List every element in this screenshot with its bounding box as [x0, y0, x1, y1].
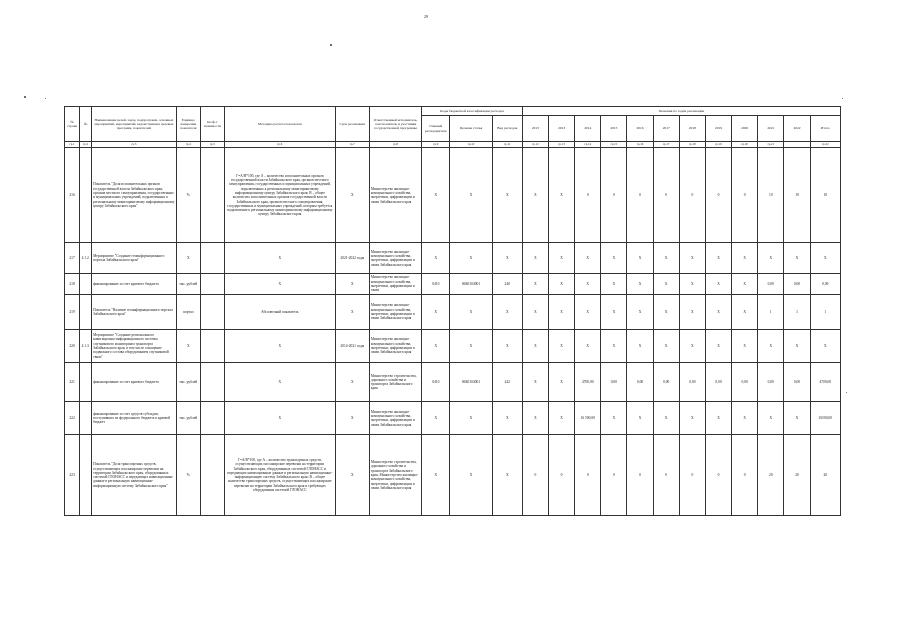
row-unit: % — [176, 148, 200, 243]
row-year-value: X — [627, 274, 653, 295]
row-unit: тыс. рублей — [176, 363, 200, 402]
column-index: гр.4 — [176, 142, 200, 148]
column-index: гр.20 — [732, 142, 758, 148]
row-year-value: 0 — [653, 435, 679, 516]
column-index: гр.5 — [200, 142, 224, 148]
row-number: 218 — [65, 274, 80, 295]
row-year-value: X — [627, 330, 653, 363]
row-unit: % — [176, 435, 200, 516]
row-year-value: 0 — [653, 148, 679, 243]
row-executor: Министерство жилищно-коммунального хозяйства, энергетики, цифровизации и связи Забайкальского края — [369, 148, 421, 243]
row-year-value: X — [732, 330, 758, 363]
row-year-value: 0 — [705, 435, 731, 516]
row-year-value: X — [679, 243, 705, 274]
row-year-value: 0 — [575, 148, 601, 243]
row-year-value: 4700,00 — [575, 363, 601, 402]
row-target-article: X — [450, 435, 492, 516]
column-index: гр.7 — [335, 142, 369, 148]
row-year-value: X — [522, 330, 548, 363]
row-expense-type: X — [492, 435, 522, 516]
row-year-value: X — [601, 294, 627, 329]
row-unit: тыс. рублей — [176, 274, 200, 295]
row-coefficient — [200, 435, 224, 516]
row-year-value: 0 — [601, 148, 627, 243]
row-year-value: X — [601, 330, 627, 363]
header-year: 2021 — [758, 116, 784, 142]
header-main-manager: Главный распорядитель — [422, 116, 450, 142]
row-number: 217 — [65, 243, 80, 274]
row-coefficient — [200, 274, 224, 295]
row-target-article: X — [450, 402, 492, 435]
scan-speck — [330, 44, 332, 46]
row-number: 216 — [65, 148, 80, 243]
row-term: X — [335, 148, 369, 243]
row-total: 0,00 — [810, 274, 840, 295]
row-name: Показатель "Доля исполнительных органов государственной власти Забайкальского края, органов местного самоуправления, государственных и муниципальных учреждений, подключенных к региональному мониторинговому информационному центру Забайкальского края" — [92, 148, 177, 243]
row-code — [80, 363, 92, 402]
row-year-value: X — [549, 243, 575, 274]
column-index: гр.15 — [601, 142, 627, 148]
row-year-value: X — [679, 402, 705, 435]
row-code: 4.1.3. — [80, 330, 92, 363]
row-coefficient — [200, 363, 224, 402]
header-target-article: Целевая статья — [450, 116, 492, 142]
column-index: гр.9 — [422, 142, 450, 148]
header-total: Итого — [810, 116, 840, 142]
row-year-value: 0,00 — [784, 363, 810, 402]
header-year: 2019 — [705, 116, 731, 142]
row-year-value: 0 — [679, 435, 705, 516]
row-year-value: X — [522, 274, 548, 295]
row-expense-type: X — [492, 243, 522, 274]
header-coefficient: Коэф-т значимости — [200, 107, 224, 142]
header-executor: Ответственный исполнитель, соисполнитель и участники государственной программы — [369, 107, 421, 142]
row-executor: Министерство жилищно-коммунального хозяйства, энергетики, цифровизации и связи Забайкальского края — [369, 243, 421, 274]
row-year-value: X — [705, 402, 731, 435]
program-table — [64, 106, 841, 516]
row-coefficient — [200, 243, 224, 274]
row-coefficient — [200, 148, 224, 243]
row-year-value: X — [549, 402, 575, 435]
row-main-manager: 0410 — [422, 274, 450, 295]
row-year-value: X — [679, 294, 705, 329]
row-year-value: X — [732, 243, 758, 274]
row-target-article: X — [450, 148, 492, 243]
row-year-value: X — [549, 363, 575, 402]
row-name: Мероприятие "Создание геоинформационного портала Забайкальского края" — [92, 243, 177, 274]
row-executor: Министерство жилищно-коммунального хозяйства, энергетики, цифровизации и связи Забайкальского края — [369, 294, 421, 329]
row-number: 221 — [65, 363, 80, 402]
row-main-manager: X — [422, 330, 450, 363]
row-total: 10 — [810, 148, 840, 243]
column-index: гр.2 — [80, 142, 92, 148]
row-year-value: 0,00 — [758, 274, 784, 295]
row-year-value: X — [549, 294, 575, 329]
row-year-value: X — [732, 402, 758, 435]
header-year: 2022 — [784, 116, 810, 142]
row-expense-type: X — [492, 148, 522, 243]
table-row — [65, 148, 841, 243]
header-budget-codes: Коды бюджетной классификации расходов — [422, 107, 523, 116]
row-year-value: X — [784, 402, 810, 435]
header-year: 2020 — [732, 116, 758, 142]
column-index: гр.16 — [627, 142, 653, 148]
header-year: 2013 — [549, 116, 575, 142]
row-main-manager: X — [422, 435, 450, 516]
row-term: X — [335, 435, 369, 516]
row-year-value: X — [549, 330, 575, 363]
row-year-value: 0 — [732, 435, 758, 516]
row-year-value: X — [601, 274, 627, 295]
row-method: X — [224, 363, 335, 402]
row-name: Показатель "Наличие геоинформационного портала Забайкальского края" — [92, 294, 177, 329]
row-method: Абсолютный показатель — [224, 294, 335, 329]
column-index: гр.19 — [705, 142, 731, 148]
row-target-article: X — [450, 294, 492, 329]
row-target-article: 06Б0104001 — [450, 363, 492, 402]
row-year-value: 0,00 — [705, 363, 731, 402]
row-executor: Министерство жилищно-коммунального хозяйства, энергетики, цифровизации и связи Забайкальского края — [369, 402, 421, 435]
row-year-value: 0 — [705, 148, 731, 243]
column-index: гр.10 — [450, 142, 492, 148]
row-year-value: X — [653, 330, 679, 363]
row-executor: Министерство строительства, дорожного хозяйства и транспорта Забайкальского края, Министерство жилищно-коммунального хозяйства, энергетики, цифровизации и связи Забайкальского края — [369, 435, 421, 516]
row-year-value: 0 — [627, 148, 653, 243]
row-unit: X — [176, 330, 200, 363]
column-index: гр.13 — [549, 142, 575, 148]
row-year-value: X — [784, 330, 810, 363]
row-year-value: 0 — [601, 435, 627, 516]
row-total: X — [810, 243, 840, 274]
header-term: Срок реализации — [335, 107, 369, 142]
row-total: 4700,00 — [810, 363, 840, 402]
header-year: 2014 — [575, 116, 601, 142]
row-year-value: X — [732, 294, 758, 329]
column-index: гр.21 — [758, 142, 784, 148]
row-year-value: X — [601, 243, 627, 274]
row-main-manager: X — [422, 243, 450, 274]
row-code — [80, 294, 92, 329]
row-target-article: X — [450, 330, 492, 363]
row-unit: тыс. рублей — [176, 402, 200, 435]
row-year-value: 0,00 — [627, 363, 653, 402]
row-year-value: X — [653, 274, 679, 295]
table-row — [65, 435, 841, 516]
row-name: финансирование за счет средств субсидии, поступивших из федерального бюджета в краевой бюджет — [92, 402, 177, 435]
row-term: X — [335, 363, 369, 402]
header-expense-type: Вид расходов — [492, 116, 522, 142]
row-expense-type: X — [492, 402, 522, 435]
row-executor: Министерство жилищно-коммунального хозяйства, энергетики, цифровизации и связи Забайкальского края — [369, 330, 421, 363]
row-number: 219 — [65, 294, 80, 329]
row-year-value: X — [522, 294, 548, 329]
row-year-value: X — [627, 294, 653, 329]
row-expense-type: X — [492, 330, 522, 363]
row-year-value: X — [705, 330, 731, 363]
row-year-value: X — [679, 274, 705, 295]
row-year-value: X — [549, 148, 575, 243]
scan-speck — [846, 392, 847, 393]
row-number: 222 — [65, 402, 80, 435]
row-code — [80, 435, 92, 516]
column-index: гр.8 — [369, 142, 421, 148]
row-method: Г=А/В*100, где А – количество исполнительных органов государственной власти Забайкальского края, органов местного самоуправления, государственных и муниципальных учреждений, подключенных к региональному мониторинговому информационному центру Забайкальского края; В – общее количество исполнительных органов государственной власти Забайкальского края, органов местного самоуправления, государственных и муниципальных учреждений, которым требуется подключение к региональному мониторинговому информационному центру Забайкальского края — [224, 148, 335, 243]
row-number: 220 — [65, 330, 80, 363]
column-index: гр.12 — [522, 142, 548, 148]
row-year-value: X — [601, 402, 627, 435]
row-main-manager: 0410 — [422, 363, 450, 402]
row-year-value: X — [705, 294, 731, 329]
row-year-value: 1 — [784, 294, 810, 329]
table-row — [65, 294, 841, 329]
row-method: X — [224, 402, 335, 435]
header-year: 2017 — [653, 116, 679, 142]
row-year-value: X — [575, 274, 601, 295]
table-row — [65, 243, 841, 274]
header-year: 2018 — [679, 116, 705, 142]
row-year-value: X — [522, 402, 548, 435]
row-name: финансирование за счет краевого бюджета — [92, 274, 177, 295]
row-total: X — [810, 330, 840, 363]
row-total: 20 — [810, 435, 840, 516]
row-year-value: 0 — [679, 148, 705, 243]
column-index: гр.1 — [65, 142, 80, 148]
row-name: Мероприятие "Создание регионального навигационно-информационного системы спутникового мониторинга транспорта Забайкальского края, в том числе оснащение подвижного состава оборудованием спутниковой связи" — [92, 330, 177, 363]
row-code: 4.1.2. — [80, 243, 92, 274]
row-number: 223 — [65, 435, 80, 516]
row-total: 1 — [810, 294, 840, 329]
row-year-value: X — [758, 402, 784, 435]
row-year-value: X — [758, 243, 784, 274]
header-code: № — [80, 107, 92, 142]
row-year-value: 20 — [784, 435, 810, 516]
row-main-manager: X — [422, 294, 450, 329]
row-year-value: 0,00 — [679, 363, 705, 402]
row-year-value: X — [549, 274, 575, 295]
header-name: Наименование целей, задач, подпрограмм, основных мероприятий, мероприятий, ведомственных целевых программ, показателей — [92, 107, 177, 142]
row-year-value: X — [575, 330, 601, 363]
table-row — [65, 330, 841, 363]
row-year-value: X — [575, 243, 601, 274]
column-index: гр.11 — [492, 142, 522, 148]
row-year-value: 0,00 — [732, 363, 758, 402]
row-year-value: 10 — [758, 148, 784, 243]
table-row — [65, 274, 841, 295]
row-year-value: 0,00 — [758, 363, 784, 402]
row-term: X — [335, 274, 369, 295]
row-year-value: X — [627, 243, 653, 274]
row-year-value: 0 — [549, 435, 575, 516]
row-year-value: X — [758, 330, 784, 363]
row-code — [80, 402, 92, 435]
row-name: финансирование за счет краевого бюджета — [92, 363, 177, 402]
row-term: X — [335, 402, 369, 435]
row-expense-type: X — [492, 294, 522, 329]
row-year-value: X — [705, 274, 731, 295]
page-number: 29 — [424, 14, 428, 19]
row-year-value: 0 — [575, 435, 601, 516]
scan-speck — [24, 96, 26, 98]
column-index: гр.6 — [224, 142, 335, 148]
row-main-manager: X — [422, 402, 450, 435]
row-executor: Министерство строительства, дорожного хозяйства и транспорта Забайкальского края — [369, 363, 421, 402]
column-index: гр.18 — [679, 142, 705, 148]
row-year-value: X — [627, 402, 653, 435]
row-method: X — [224, 274, 335, 295]
header-unit: Единица измерения показателя — [176, 107, 200, 142]
row-method: X — [224, 330, 335, 363]
row-year-value: 1 — [758, 294, 784, 329]
row-method: Г=А/В*100, где А – количество транспортных средств, осуществляющих пассажирские перевозки на территории Забайкальского края, оборудованных системой ГЛОНАСС и передающих навигационные данные в региональную навигационно-информационную систему Забайкальского края; В – общее количество транспортных средств, осуществляющих пассажирские перевозки на территории Забайкальского края и требующих оборудования системой ГЛОНАСС — [224, 435, 335, 516]
row-year-value: 0,00 — [601, 363, 627, 402]
scan-speck — [45, 98, 46, 99]
header-values-by-year: Значения по годам реализации — [522, 107, 840, 116]
row-executor: Министерство жилищно-коммунального хозяйства, энергетики, цифровизации и связи — [369, 274, 421, 295]
row-year-value: X — [653, 243, 679, 274]
row-unit: X — [176, 243, 200, 274]
row-coefficient — [200, 294, 224, 329]
row-year-value: 0,00 — [653, 363, 679, 402]
table-row — [65, 363, 841, 402]
row-year-value: X — [732, 274, 758, 295]
row-year-value: 10 — [784, 148, 810, 243]
header-method: Методика расчета показателя — [224, 107, 335, 142]
column-index: гр.3 — [92, 142, 177, 148]
row-term: 2014-2021 годы — [335, 330, 369, 363]
row-year-value: 0,00 — [784, 274, 810, 295]
row-total: 16500,00 — [810, 402, 840, 435]
row-year-value: 16 500,00 — [575, 402, 601, 435]
header-year: 2015 — [601, 116, 627, 142]
row-code — [80, 274, 92, 295]
row-year-value: X — [522, 148, 548, 243]
row-expense-type: 242 — [492, 363, 522, 402]
header-year: 2013 — [522, 116, 548, 142]
row-target-article: X — [450, 243, 492, 274]
row-year-value: X — [679, 330, 705, 363]
row-year-value: X — [784, 243, 810, 274]
row-main-manager: X — [422, 148, 450, 243]
row-method: X — [224, 243, 335, 274]
scan-speck — [842, 98, 843, 99]
row-term: 2021-2022 годы — [335, 243, 369, 274]
table-row — [65, 402, 841, 435]
row-year-value: X — [705, 243, 731, 274]
row-year-value: 0 — [627, 435, 653, 516]
row-unit: портал — [176, 294, 200, 329]
row-year-value: X — [575, 294, 601, 329]
header-year: 2016 — [627, 116, 653, 142]
row-code — [80, 148, 92, 243]
row-year-value: X — [653, 402, 679, 435]
row-year-value: X — [522, 243, 548, 274]
row-coefficient — [200, 330, 224, 363]
row-year-value: 0 — [732, 148, 758, 243]
header-row-number: № строки — [65, 107, 80, 142]
row-year-value: X — [653, 294, 679, 329]
row-year-value: 20 — [758, 435, 784, 516]
row-coefficient — [200, 402, 224, 435]
row-target-article: 06Б0104001 — [450, 274, 492, 295]
column-index: гр.22 — [810, 142, 840, 148]
row-name: Показатель "Доля транспортных средств, осуществляющих пассажирские перевозки на территории Забайкальского края, оборудованных системой ГЛОНАСС и передающих навигационные данные в региональную навигационно-информационную систему Забайкальского края" — [92, 435, 177, 516]
row-year-value: 0 — [522, 435, 548, 516]
row-year-value: X — [522, 363, 548, 402]
column-index: гр.14 — [575, 142, 601, 148]
row-term: X — [335, 294, 369, 329]
column-index: гр.17 — [653, 142, 679, 148]
row-expense-type: 240 — [492, 274, 522, 295]
